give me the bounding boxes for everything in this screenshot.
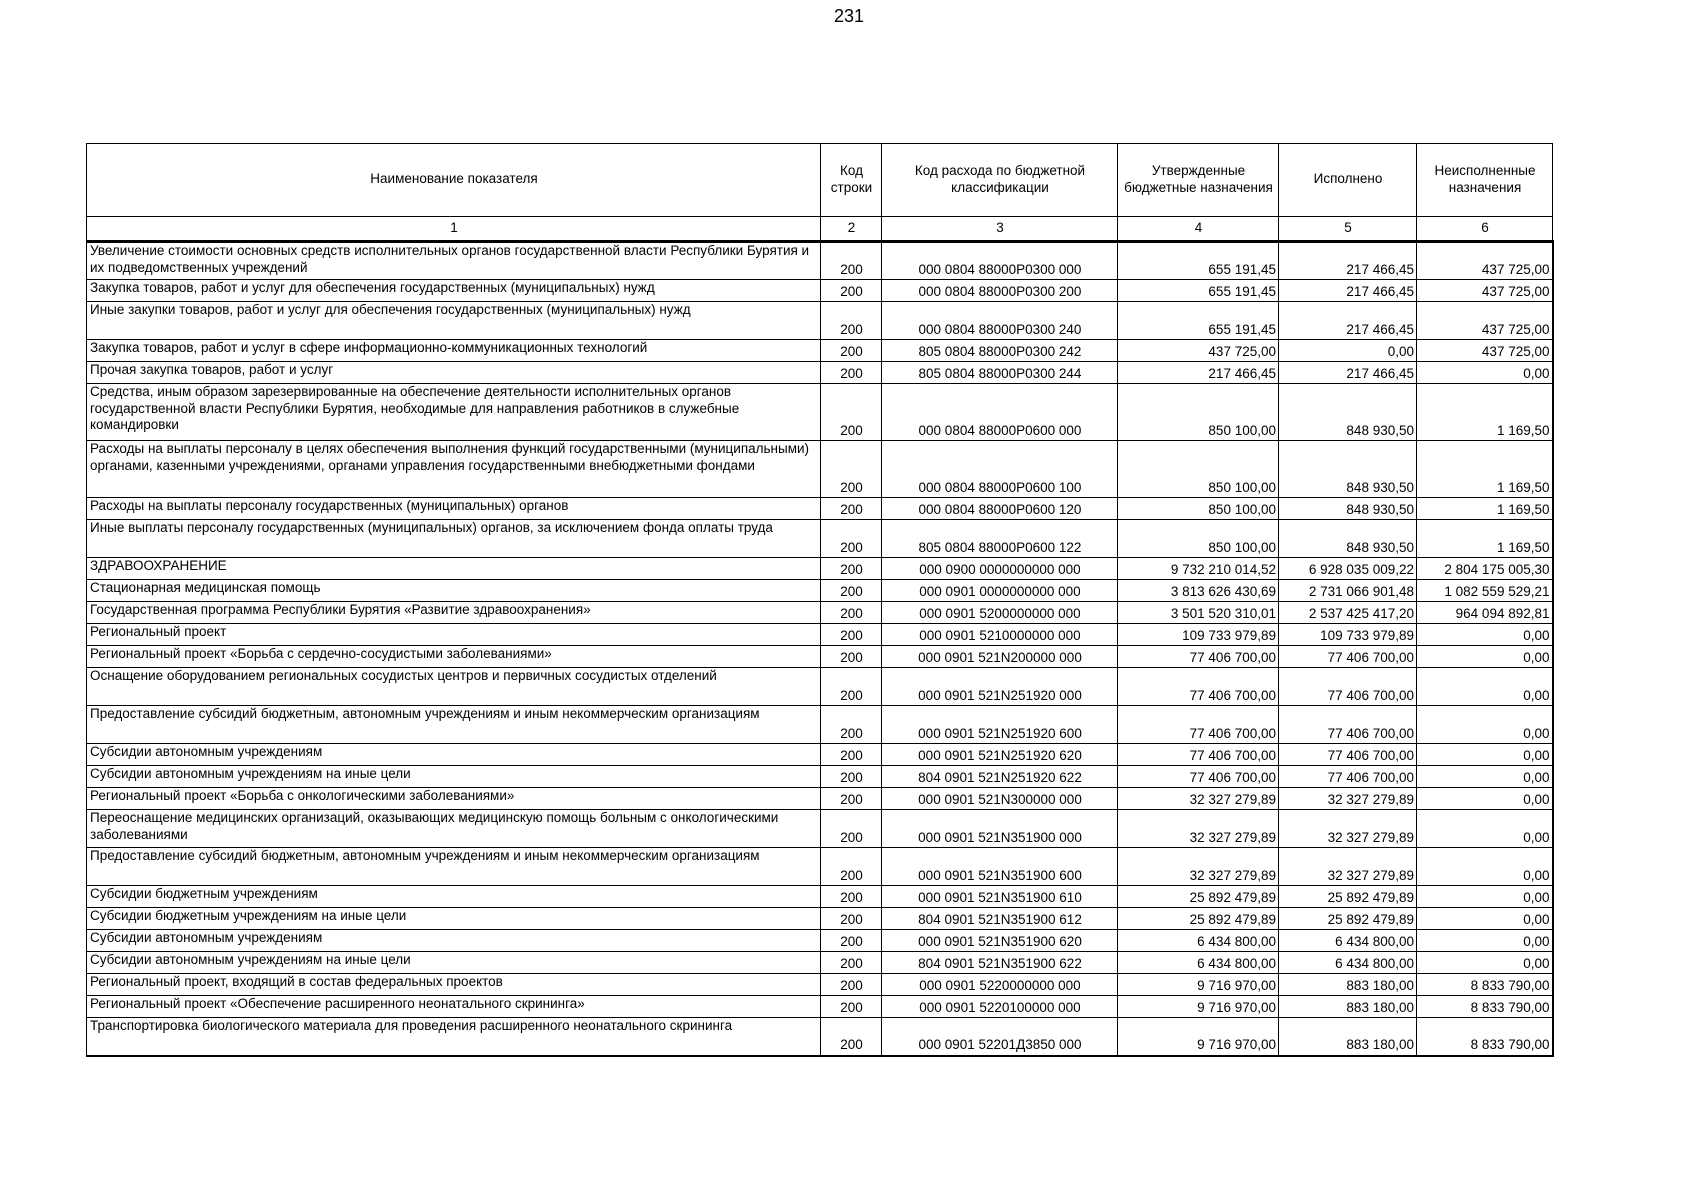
row-executed-amount: 32 327 279,89	[1279, 788, 1417, 810]
row-unexecuted-amount: 964 094 892,81	[1417, 602, 1553, 624]
row-approved-amount: 77 406 700,00	[1118, 744, 1279, 766]
column-number-row	[87, 217, 1553, 242]
header-approved: Утвержденные бюджетные назначения	[1118, 144, 1279, 217]
row-unexecuted-amount: 1 169,50	[1417, 384, 1553, 441]
row-name: Оснащение оборудованием региональных сосудистых центров и первичных сосудистых отделений	[87, 668, 821, 706]
row-budget-code: 000 0901 521N351900 610	[882, 886, 1118, 908]
row-name: Расходы на выплаты персоналу государственных (муниципальных) органов	[87, 498, 821, 520]
row-name: Субсидии автономным учреждениям на иные цели	[87, 766, 821, 788]
row-budget-code: 000 0901 521N351900 000	[882, 810, 1118, 848]
column-number: 6	[1417, 217, 1553, 242]
row-approved-amount: 32 327 279,89	[1118, 810, 1279, 848]
row-budget-code: 804 0901 521N351900 612	[882, 908, 1118, 930]
row-unexecuted-amount: 0,00	[1417, 706, 1553, 744]
row-executed-amount: 217 466,45	[1279, 362, 1417, 384]
row-budget-code: 000 0901 521N351900 600	[882, 848, 1118, 886]
row-approved-amount: 850 100,00	[1118, 520, 1279, 558]
row-unexecuted-amount: 0,00	[1417, 952, 1553, 974]
row-line-code: 200	[821, 280, 882, 302]
row-budget-code: 804 0901 521N251920 622	[882, 766, 1118, 788]
row-approved-amount: 9 716 970,00	[1118, 996, 1279, 1018]
row-name: Региональный проект «Борьба с сердечно-сосудистыми заболеваниями»	[87, 646, 821, 668]
row-name: Иные закупки товаров, работ и услуг для обеспечения государственных (муниципальных) нужд	[87, 302, 821, 340]
row-line-code: 200	[821, 952, 882, 974]
row-line-code: 200	[821, 886, 882, 908]
row-budget-code: 000 0804 88000Р0600 000	[882, 384, 1118, 441]
row-approved-amount: 25 892 479,89	[1118, 886, 1279, 908]
row-approved-amount: 25 892 479,89	[1118, 908, 1279, 930]
table-row	[87, 384, 1553, 441]
row-line-code: 200	[821, 668, 882, 706]
row-executed-amount: 848 930,50	[1279, 520, 1417, 558]
row-line-code: 200	[821, 706, 882, 744]
row-unexecuted-amount: 0,00	[1417, 908, 1553, 930]
row-unexecuted-amount: 0,00	[1417, 668, 1553, 706]
budget-execution-table	[86, 143, 1554, 1057]
table-row	[87, 744, 1553, 766]
row-line-code: 200	[821, 974, 882, 996]
row-unexecuted-amount: 437 725,00	[1417, 302, 1553, 340]
row-approved-amount: 850 100,00	[1118, 498, 1279, 520]
table-row	[87, 558, 1553, 580]
table-row	[87, 498, 1553, 520]
row-executed-amount: 848 930,50	[1279, 441, 1417, 498]
row-executed-amount: 848 930,50	[1279, 384, 1417, 441]
row-executed-amount: 77 406 700,00	[1279, 668, 1417, 706]
row-budget-code: 805 0804 88000Р0300 244	[882, 362, 1118, 384]
row-line-code: 200	[821, 602, 882, 624]
row-approved-amount: 655 191,45	[1118, 280, 1279, 302]
row-budget-code: 000 0901 521N200000 000	[882, 646, 1118, 668]
row-name: Иные выплаты персоналу государственных (муниципальных) органов, за исключением фонда оплаты труда	[87, 520, 821, 558]
row-name: Транспортировка биологического материала для проведения расширенного неонатального скрининга	[87, 1018, 821, 1056]
table-row	[87, 340, 1553, 362]
header-executed: Исполнено	[1279, 144, 1417, 217]
row-name: Субсидии бюджетным учреждениям на иные цели	[87, 908, 821, 930]
row-unexecuted-amount: 0,00	[1417, 362, 1553, 384]
row-line-code: 200	[821, 498, 882, 520]
table-row	[87, 788, 1553, 810]
row-executed-amount: 883 180,00	[1279, 996, 1417, 1018]
row-executed-amount: 2 731 066 901,48	[1279, 580, 1417, 602]
row-budget-code: 804 0901 521N351900 622	[882, 952, 1118, 974]
row-approved-amount: 6 434 800,00	[1118, 952, 1279, 974]
row-name: Региональный проект «Обеспечение расширенного неонатального скрининга»	[87, 996, 821, 1018]
row-approved-amount: 850 100,00	[1118, 384, 1279, 441]
row-approved-amount: 655 191,45	[1118, 242, 1279, 280]
header-line-code: Код строки	[821, 144, 882, 217]
row-approved-amount: 9 732 210 014,52	[1118, 558, 1279, 580]
row-budget-code: 000 0901 5220100000 000	[882, 996, 1118, 1018]
table-row	[87, 280, 1553, 302]
column-number: 5	[1279, 217, 1417, 242]
table-row	[87, 886, 1553, 908]
row-line-code: 200	[821, 242, 882, 280]
row-name: Субсидии автономным учреждениям	[87, 930, 821, 952]
column-number: 1	[87, 217, 821, 242]
row-budget-code: 000 0901 521N251920 620	[882, 744, 1118, 766]
header-indicator-name: Наименование показателя	[87, 144, 821, 217]
table-row	[87, 848, 1553, 886]
row-budget-code: 000 0901 0000000000 000	[882, 580, 1118, 602]
row-executed-amount: 6 928 035 009,22	[1279, 558, 1417, 580]
table-row	[87, 624, 1553, 646]
row-unexecuted-amount: 0,00	[1417, 810, 1553, 848]
row-unexecuted-amount: 437 725,00	[1417, 242, 1553, 280]
table-row	[87, 520, 1553, 558]
table-row	[87, 952, 1553, 974]
row-budget-code: 000 0901 5210000000 000	[882, 624, 1118, 646]
table-row	[87, 810, 1553, 848]
row-unexecuted-amount: 0,00	[1417, 624, 1553, 646]
row-unexecuted-amount: 0,00	[1417, 766, 1553, 788]
row-unexecuted-amount: 8 833 790,00	[1417, 1018, 1553, 1056]
row-line-code: 200	[821, 908, 882, 930]
table-row	[87, 974, 1553, 996]
row-name: Субсидии автономным учреждениям на иные цели	[87, 952, 821, 974]
row-budget-code: 000 0901 521N300000 000	[882, 788, 1118, 810]
row-budget-code: 000 0901 5200000000 000	[882, 602, 1118, 624]
row-line-code: 200	[821, 340, 882, 362]
row-name: Средства, иным образом зарезервированные на обеспечение деятельности исполнительных органов государственной власти Республики Бурятия, необходимые для направления работников в служебные командировки	[87, 384, 821, 441]
row-name: Субсидии автономным учреждениям	[87, 744, 821, 766]
row-executed-amount: 217 466,45	[1279, 242, 1417, 280]
row-unexecuted-amount: 1 169,50	[1417, 498, 1553, 520]
row-line-code: 200	[821, 788, 882, 810]
row-approved-amount: 217 466,45	[1118, 362, 1279, 384]
row-unexecuted-amount: 0,00	[1417, 788, 1553, 810]
row-unexecuted-amount: 2 804 175 005,30	[1417, 558, 1553, 580]
table-row	[87, 908, 1553, 930]
row-name: Закупка товаров, работ и услуг в сфере информационно-коммуникационных технологий	[87, 340, 821, 362]
row-executed-amount: 217 466,45	[1279, 280, 1417, 302]
row-executed-amount: 217 466,45	[1279, 302, 1417, 340]
row-executed-amount: 77 406 700,00	[1279, 766, 1417, 788]
row-name: Региональный проект	[87, 624, 821, 646]
row-approved-amount: 437 725,00	[1118, 340, 1279, 362]
row-executed-amount: 883 180,00	[1279, 974, 1417, 996]
row-executed-amount: 109 733 979,89	[1279, 624, 1417, 646]
row-executed-amount: 77 406 700,00	[1279, 646, 1417, 668]
row-budget-code: 805 0804 88000Р0300 242	[882, 340, 1118, 362]
row-name: Региональный проект «Борьба с онкологическими заболеваниями»	[87, 788, 821, 810]
row-name: Стационарная медицинская помощь	[87, 580, 821, 602]
row-unexecuted-amount: 1 082 559 529,21	[1417, 580, 1553, 602]
row-approved-amount: 32 327 279,89	[1118, 848, 1279, 886]
row-executed-amount: 32 327 279,89	[1279, 810, 1417, 848]
row-budget-code: 000 0804 88000Р0600 120	[882, 498, 1118, 520]
row-unexecuted-amount: 0,00	[1417, 744, 1553, 766]
row-approved-amount: 109 733 979,89	[1118, 624, 1279, 646]
table-row	[87, 302, 1553, 340]
row-executed-amount: 848 930,50	[1279, 498, 1417, 520]
row-unexecuted-amount: 437 725,00	[1417, 340, 1553, 362]
row-name: Предоставление субсидий бюджетным, автономным учреждениям и иным некоммерческим организациям	[87, 706, 821, 744]
row-budget-code: 000 0804 88000Р0300 200	[882, 280, 1118, 302]
row-name: ЗДРАВООХРАНЕНИЕ	[87, 558, 821, 580]
row-name: Увеличение стоимости основных средств исполнительных органов государственной власти Республики Бурятия и их подведомственных учреждений	[87, 242, 821, 280]
row-approved-amount: 3 813 626 430,69	[1118, 580, 1279, 602]
header-budget-code: Код расхода по бюджетной классификации	[882, 144, 1118, 217]
row-approved-amount: 9 716 970,00	[1118, 974, 1279, 996]
row-name: Региональный проект, входящий в состав федеральных проектов	[87, 974, 821, 996]
row-executed-amount: 2 537 425 417,20	[1279, 602, 1417, 624]
row-unexecuted-amount: 0,00	[1417, 930, 1553, 952]
row-budget-code: 000 0901 5220000000 000	[882, 974, 1118, 996]
table-row	[87, 766, 1553, 788]
row-line-code: 200	[821, 441, 882, 498]
row-line-code: 200	[821, 930, 882, 952]
row-executed-amount: 883 180,00	[1279, 1018, 1417, 1056]
row-line-code: 200	[821, 646, 882, 668]
row-line-code: 200	[821, 520, 882, 558]
row-approved-amount: 655 191,45	[1118, 302, 1279, 340]
table-row	[87, 706, 1553, 744]
table-body	[87, 242, 1553, 1056]
row-name: Переоснащение медицинских организаций, оказывающих медицинскую помощь больным с онкологическими заболеваниями	[87, 810, 821, 848]
row-budget-code: 805 0804 88000Р0600 122	[882, 520, 1118, 558]
table-row	[87, 580, 1553, 602]
row-line-code: 200	[821, 384, 882, 441]
row-approved-amount: 77 406 700,00	[1118, 766, 1279, 788]
row-approved-amount: 77 406 700,00	[1118, 668, 1279, 706]
row-line-code: 200	[821, 996, 882, 1018]
row-executed-amount: 6 434 800,00	[1279, 930, 1417, 952]
row-approved-amount: 77 406 700,00	[1118, 706, 1279, 744]
row-name: Государственная программа Республики Бурятия «Развитие здравоохранения»	[87, 602, 821, 624]
row-unexecuted-amount: 8 833 790,00	[1417, 974, 1553, 996]
header-row	[87, 144, 1553, 217]
row-unexecuted-amount: 437 725,00	[1417, 280, 1553, 302]
table-row	[87, 668, 1553, 706]
row-name: Субсидии бюджетным учреждениям	[87, 886, 821, 908]
row-unexecuted-amount: 0,00	[1417, 646, 1553, 668]
row-unexecuted-amount: 1 169,50	[1417, 441, 1553, 498]
table-row	[87, 996, 1553, 1018]
row-line-code: 200	[821, 766, 882, 788]
page-number: 231	[833, 6, 865, 26]
row-line-code: 200	[821, 810, 882, 848]
row-budget-code: 000 0901 52201Д3850 000	[882, 1018, 1118, 1056]
column-number: 4	[1118, 217, 1279, 242]
row-executed-amount: 77 406 700,00	[1279, 744, 1417, 766]
table-row	[87, 602, 1553, 624]
row-name: Предоставление субсидий бюджетным, автономным учреждениям и иным некоммерческим организациям	[87, 848, 821, 886]
row-budget-code: 000 0804 88000Р0300 000	[882, 242, 1118, 280]
row-line-code: 200	[821, 1018, 882, 1056]
column-number: 3	[882, 217, 1118, 242]
table-row	[87, 242, 1553, 280]
row-name: Расходы на выплаты персоналу в целях обеспечения выполнения функций государственными (муниципальными) органами, казенными учреждениями, органами управления государственными внебюджетными фондами	[87, 441, 821, 498]
row-unexecuted-amount: 0,00	[1417, 848, 1553, 886]
header-unexecuted: Неисполненные назначения	[1417, 144, 1553, 217]
row-approved-amount: 9 716 970,00	[1118, 1018, 1279, 1056]
row-budget-code: 000 0804 88000Р0600 100	[882, 441, 1118, 498]
row-approved-amount: 3 501 520 310,01	[1118, 602, 1279, 624]
row-line-code: 200	[821, 362, 882, 384]
row-budget-code: 000 0901 521N251920 600	[882, 706, 1118, 744]
row-executed-amount: 32 327 279,89	[1279, 848, 1417, 886]
row-line-code: 200	[821, 848, 882, 886]
row-line-code: 200	[821, 558, 882, 580]
column-number: 2	[821, 217, 882, 242]
row-budget-code: 000 0804 88000Р0300 240	[882, 302, 1118, 340]
row-budget-code: 000 0901 521N251920 000	[882, 668, 1118, 706]
row-approved-amount: 6 434 800,00	[1118, 930, 1279, 952]
row-unexecuted-amount: 1 169,50	[1417, 520, 1553, 558]
table-row	[87, 441, 1553, 498]
row-line-code: 200	[821, 580, 882, 602]
row-unexecuted-amount: 0,00	[1417, 886, 1553, 908]
table-row	[87, 362, 1553, 384]
row-executed-amount: 0,00	[1279, 340, 1417, 362]
row-name: Закупка товаров, работ и услуг для обеспечения государственных (муниципальных) нужд	[87, 280, 821, 302]
row-approved-amount: 850 100,00	[1118, 441, 1279, 498]
row-executed-amount: 77 406 700,00	[1279, 706, 1417, 744]
row-executed-amount: 25 892 479,89	[1279, 908, 1417, 930]
row-line-code: 200	[821, 624, 882, 646]
row-name: Прочая закупка товаров, работ и услуг	[87, 362, 821, 384]
table-row	[87, 930, 1553, 952]
row-budget-code: 000 0901 521N351900 620	[882, 930, 1118, 952]
row-budget-code: 000 0900 0000000000 000	[882, 558, 1118, 580]
row-approved-amount: 77 406 700,00	[1118, 646, 1279, 668]
row-executed-amount: 25 892 479,89	[1279, 886, 1417, 908]
row-line-code: 200	[821, 302, 882, 340]
row-approved-amount: 32 327 279,89	[1118, 788, 1279, 810]
table-row	[87, 646, 1553, 668]
row-unexecuted-amount: 8 833 790,00	[1417, 996, 1553, 1018]
row-executed-amount: 6 434 800,00	[1279, 952, 1417, 974]
row-line-code: 200	[821, 744, 882, 766]
table-row	[87, 1018, 1553, 1056]
